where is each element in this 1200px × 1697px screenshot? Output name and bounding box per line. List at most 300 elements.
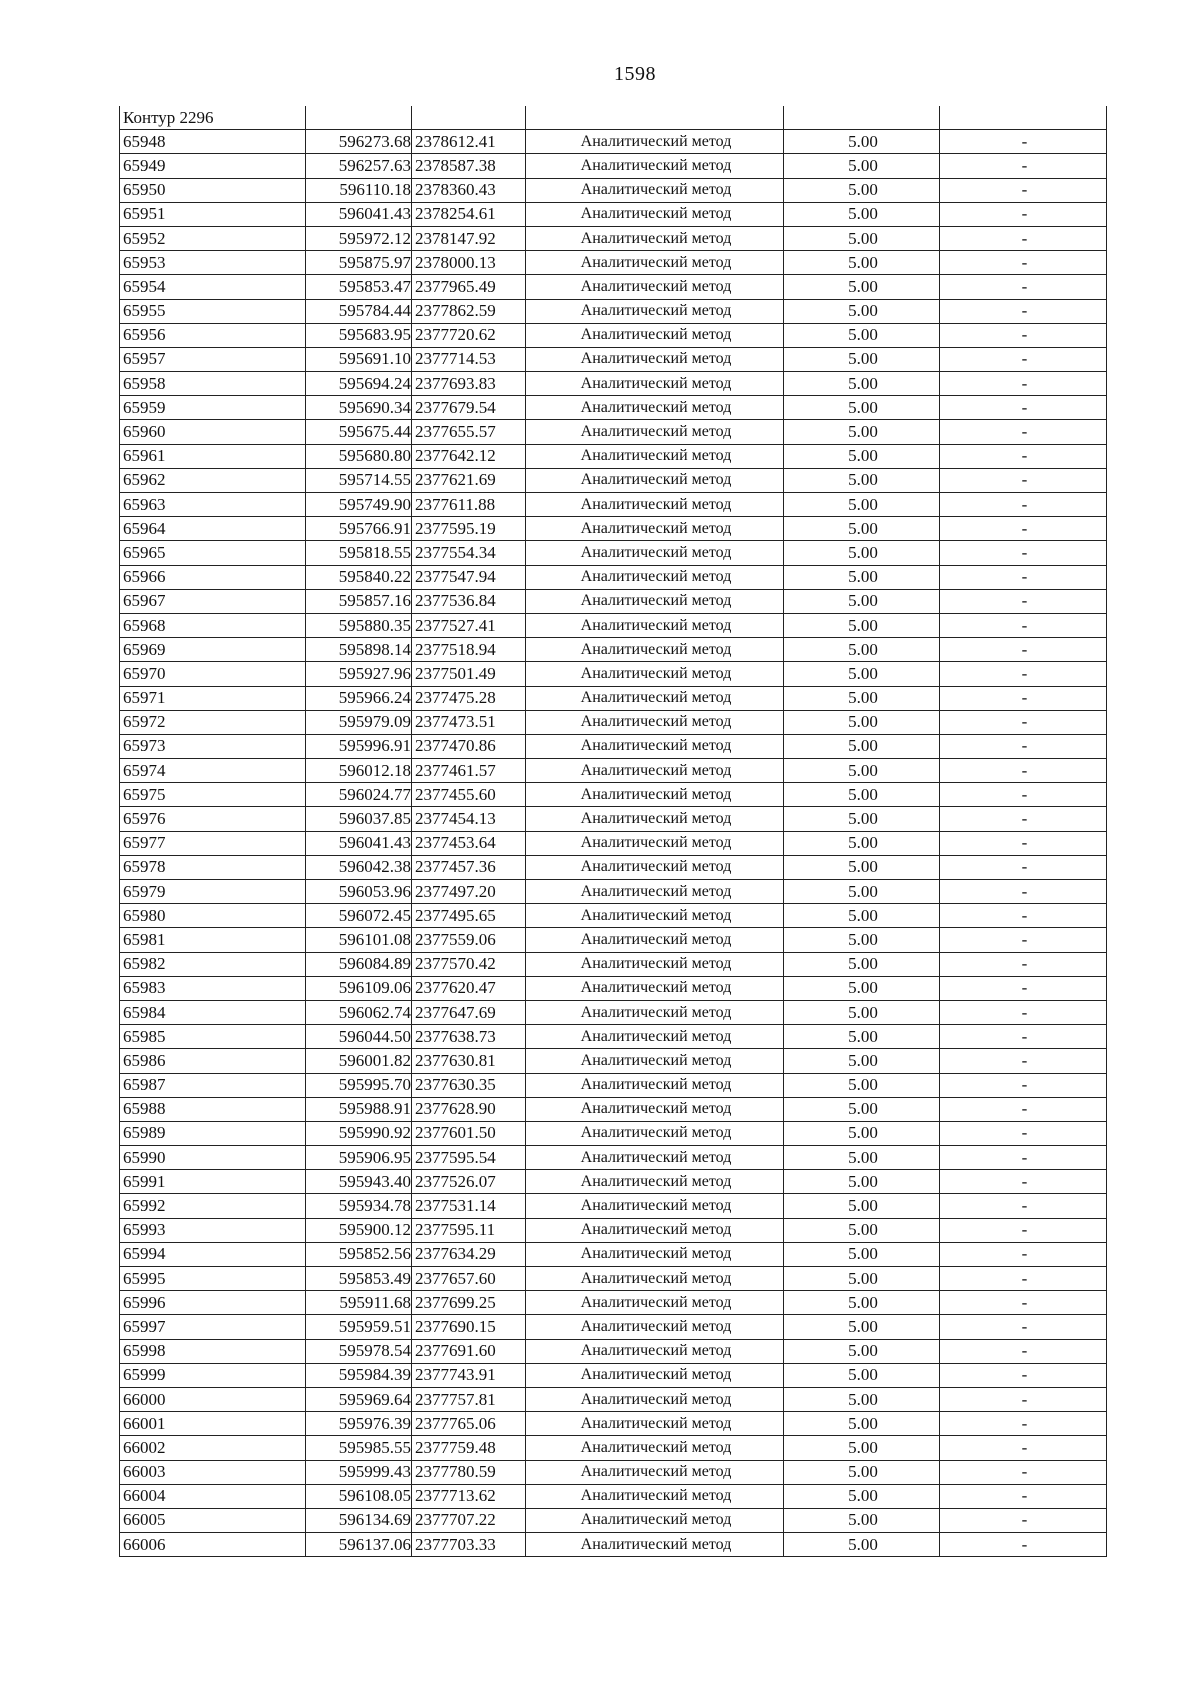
x-coordinate-cell: 595852.56 xyxy=(306,1242,412,1266)
x-coordinate-cell: 595853.49 xyxy=(306,1267,412,1291)
method-cell: Аналитический метод xyxy=(526,613,784,637)
y-coordinate-cell: 2377595.19 xyxy=(412,517,526,541)
precision-cell: 5.00 xyxy=(784,1170,940,1194)
method-cell: Аналитический метод xyxy=(526,565,784,589)
point-number-cell: 66005 xyxy=(120,1508,306,1532)
point-number-cell: 65988 xyxy=(120,1097,306,1121)
point-number-cell: 65955 xyxy=(120,299,306,323)
table-row xyxy=(120,517,1107,541)
point-number-cell: 65954 xyxy=(120,275,306,299)
method-cell: Аналитический метод xyxy=(526,1533,784,1557)
point-number-cell: 65981 xyxy=(120,928,306,952)
precision-cell: 5.00 xyxy=(784,1194,940,1218)
y-coordinate-cell: 2377657.60 xyxy=(412,1267,526,1291)
point-number-cell: 66006 xyxy=(120,1533,306,1557)
note-cell: - xyxy=(940,976,1107,1000)
table-row xyxy=(120,710,1107,734)
point-number-cell: 65950 xyxy=(120,178,306,202)
table-row xyxy=(120,686,1107,710)
y-coordinate-cell: 2377679.54 xyxy=(412,396,526,420)
point-number-cell: 65998 xyxy=(120,1339,306,1363)
note-cell: - xyxy=(940,1025,1107,1049)
method-cell: Аналитический метод xyxy=(526,734,784,758)
method-cell: Аналитический метод xyxy=(526,1267,784,1291)
method-cell: Аналитический метод xyxy=(526,1000,784,1024)
point-number-cell: 65990 xyxy=(120,1146,306,1170)
x-coordinate-cell: 595680.80 xyxy=(306,444,412,468)
y-coordinate-cell: 2377634.29 xyxy=(412,1242,526,1266)
note-cell: - xyxy=(940,202,1107,226)
y-coordinate-cell: 2377455.60 xyxy=(412,783,526,807)
point-number-cell: 65965 xyxy=(120,541,306,565)
point-number-cell: 65983 xyxy=(120,976,306,1000)
method-cell: Аналитический метод xyxy=(526,444,784,468)
point-number-cell: 65949 xyxy=(120,154,306,178)
table-row xyxy=(120,1242,1107,1266)
contour-label: Контур 2296 xyxy=(120,106,306,130)
method-cell: Аналитический метод xyxy=(526,1460,784,1484)
table-row xyxy=(120,420,1107,444)
precision-cell: 5.00 xyxy=(784,1508,940,1532)
y-coordinate-cell: 2377765.06 xyxy=(412,1412,526,1436)
note-cell: - xyxy=(940,807,1107,831)
y-coordinate-cell: 2377655.57 xyxy=(412,420,526,444)
table-row xyxy=(120,589,1107,613)
point-number-cell: 65971 xyxy=(120,686,306,710)
x-coordinate-cell: 595900.12 xyxy=(306,1218,412,1242)
y-coordinate-cell: 2377628.90 xyxy=(412,1097,526,1121)
x-coordinate-cell: 595999.43 xyxy=(306,1460,412,1484)
note-cell: - xyxy=(940,1508,1107,1532)
table-row xyxy=(120,662,1107,686)
x-coordinate-cell: 595857.16 xyxy=(306,589,412,613)
table-row xyxy=(120,1267,1107,1291)
x-coordinate-cell: 595979.09 xyxy=(306,710,412,734)
x-coordinate-cell: 595880.35 xyxy=(306,613,412,637)
point-number-cell: 65958 xyxy=(120,372,306,396)
precision-cell: 5.00 xyxy=(784,759,940,783)
y-coordinate-cell: 2377630.35 xyxy=(412,1073,526,1097)
point-number-cell: 65968 xyxy=(120,613,306,637)
method-cell: Аналитический метод xyxy=(526,154,784,178)
table-row xyxy=(120,1097,1107,1121)
x-coordinate-cell: 596024.77 xyxy=(306,783,412,807)
note-cell: - xyxy=(940,1339,1107,1363)
method-cell: Аналитический метод xyxy=(526,396,784,420)
point-number-cell: 65953 xyxy=(120,251,306,275)
x-coordinate-cell: 595749.90 xyxy=(306,493,412,517)
x-coordinate-cell: 596257.63 xyxy=(306,154,412,178)
table-row xyxy=(120,178,1107,202)
table-row xyxy=(120,347,1107,371)
table-row xyxy=(120,613,1107,637)
point-number-cell: 65995 xyxy=(120,1267,306,1291)
note-cell: - xyxy=(940,1412,1107,1436)
y-coordinate-cell: 2377642.12 xyxy=(412,444,526,468)
note-cell: - xyxy=(940,1315,1107,1339)
method-cell: Аналитический метод xyxy=(526,493,784,517)
note-cell: - xyxy=(940,541,1107,565)
table-row xyxy=(120,541,1107,565)
note-cell: - xyxy=(940,1387,1107,1411)
note-cell: - xyxy=(940,1194,1107,1218)
x-coordinate-cell: 595934.78 xyxy=(306,1194,412,1218)
precision-cell: 5.00 xyxy=(784,638,940,662)
note-cell: - xyxy=(940,855,1107,879)
note-cell: - xyxy=(940,130,1107,154)
note-cell: - xyxy=(940,613,1107,637)
precision-cell: 5.00 xyxy=(784,154,940,178)
method-cell: Аналитический метод xyxy=(526,783,784,807)
method-cell: Аналитический метод xyxy=(526,347,784,371)
method-cell: Аналитический метод xyxy=(526,1508,784,1532)
y-coordinate-cell: 2377554.34 xyxy=(412,541,526,565)
x-coordinate-cell: 595690.34 xyxy=(306,396,412,420)
table-row xyxy=(120,130,1107,154)
precision-cell: 5.00 xyxy=(784,1460,940,1484)
method-cell: Аналитический метод xyxy=(526,1073,784,1097)
point-number-cell: 65979 xyxy=(120,880,306,904)
precision-cell: 5.00 xyxy=(784,468,940,492)
method-cell: Аналитический метод xyxy=(526,928,784,952)
y-coordinate-cell: 2377691.60 xyxy=(412,1339,526,1363)
x-coordinate-cell: 595898.14 xyxy=(306,638,412,662)
y-coordinate-cell: 2377743.91 xyxy=(412,1363,526,1387)
y-coordinate-cell: 2377454.13 xyxy=(412,807,526,831)
point-number-cell: 65974 xyxy=(120,759,306,783)
table-row xyxy=(120,565,1107,589)
method-cell: Аналитический метод xyxy=(526,1170,784,1194)
x-coordinate-cell: 595996.91 xyxy=(306,734,412,758)
y-coordinate-cell: 2377547.94 xyxy=(412,565,526,589)
precision-cell: 5.00 xyxy=(784,1000,940,1024)
table-row xyxy=(120,1073,1107,1097)
note-cell: - xyxy=(940,1121,1107,1145)
x-coordinate-cell: 596062.74 xyxy=(306,1000,412,1024)
table-row xyxy=(120,1339,1107,1363)
precision-cell: 5.00 xyxy=(784,1073,940,1097)
table-row xyxy=(120,275,1107,299)
method-cell: Аналитический метод xyxy=(526,710,784,734)
point-number-cell: 65972 xyxy=(120,710,306,734)
x-coordinate-cell: 595985.55 xyxy=(306,1436,412,1460)
method-cell: Аналитический метод xyxy=(526,202,784,226)
precision-cell: 5.00 xyxy=(784,710,940,734)
x-coordinate-cell: 595694.24 xyxy=(306,372,412,396)
note-cell: - xyxy=(940,468,1107,492)
y-coordinate-cell: 2377647.69 xyxy=(412,1000,526,1024)
x-coordinate-cell: 596072.45 xyxy=(306,904,412,928)
y-coordinate-cell: 2377453.64 xyxy=(412,831,526,855)
contour-header-row xyxy=(120,106,1107,130)
x-coordinate-cell: 595818.55 xyxy=(306,541,412,565)
table-row xyxy=(120,976,1107,1000)
y-coordinate-cell: 2377559.06 xyxy=(412,928,526,952)
header-empty-cell xyxy=(306,106,412,130)
table-row xyxy=(120,1484,1107,1508)
precision-cell: 5.00 xyxy=(784,1533,940,1557)
page-number: 1598 xyxy=(614,63,656,85)
precision-cell: 5.00 xyxy=(784,275,940,299)
y-coordinate-cell: 2377470.86 xyxy=(412,734,526,758)
point-number-cell: 65973 xyxy=(120,734,306,758)
x-coordinate-cell: 595853.47 xyxy=(306,275,412,299)
x-coordinate-cell: 595972.12 xyxy=(306,226,412,250)
y-coordinate-cell: 2377495.65 xyxy=(412,904,526,928)
precision-cell: 5.00 xyxy=(784,541,940,565)
y-coordinate-cell: 2378254.61 xyxy=(412,202,526,226)
x-coordinate-cell: 596044.50 xyxy=(306,1025,412,1049)
note-cell: - xyxy=(940,589,1107,613)
method-cell: Аналитический метод xyxy=(526,807,784,831)
precision-cell: 5.00 xyxy=(784,662,940,686)
y-coordinate-cell: 2377620.47 xyxy=(412,976,526,1000)
y-coordinate-cell: 2377720.62 xyxy=(412,323,526,347)
note-cell: - xyxy=(940,783,1107,807)
x-coordinate-cell: 595995.70 xyxy=(306,1073,412,1097)
x-coordinate-cell: 595714.55 xyxy=(306,468,412,492)
point-number-cell: 65957 xyxy=(120,347,306,371)
method-cell: Аналитический метод xyxy=(526,178,784,202)
point-number-cell: 65969 xyxy=(120,638,306,662)
x-coordinate-cell: 595990.92 xyxy=(306,1121,412,1145)
precision-cell: 5.00 xyxy=(784,734,940,758)
precision-cell: 5.00 xyxy=(784,904,940,928)
note-cell: - xyxy=(940,347,1107,371)
point-number-cell: 65994 xyxy=(120,1242,306,1266)
y-coordinate-cell: 2378147.92 xyxy=(412,226,526,250)
precision-cell: 5.00 xyxy=(784,952,940,976)
note-cell: - xyxy=(940,1242,1107,1266)
x-coordinate-cell: 595969.64 xyxy=(306,1387,412,1411)
method-cell: Аналитический метод xyxy=(526,855,784,879)
point-number-cell: 65980 xyxy=(120,904,306,928)
note-cell: - xyxy=(940,1000,1107,1024)
y-coordinate-cell: 2377759.48 xyxy=(412,1436,526,1460)
precision-cell: 5.00 xyxy=(784,1315,940,1339)
x-coordinate-cell: 595943.40 xyxy=(306,1170,412,1194)
y-coordinate-cell: 2377536.84 xyxy=(412,589,526,613)
table-row xyxy=(120,251,1107,275)
x-coordinate-cell: 595959.51 xyxy=(306,1315,412,1339)
method-cell: Аналитический метод xyxy=(526,952,784,976)
precision-cell: 5.00 xyxy=(784,1097,940,1121)
precision-cell: 5.00 xyxy=(784,1049,940,1073)
table-row xyxy=(120,831,1107,855)
method-cell: Аналитический метод xyxy=(526,831,784,855)
y-coordinate-cell: 2377780.59 xyxy=(412,1460,526,1484)
note-cell: - xyxy=(940,1170,1107,1194)
method-cell: Аналитический метод xyxy=(526,1146,784,1170)
y-coordinate-cell: 2377601.50 xyxy=(412,1121,526,1145)
method-cell: Аналитический метод xyxy=(526,1049,784,1073)
table-row xyxy=(120,952,1107,976)
point-number-cell: 65951 xyxy=(120,202,306,226)
point-number-cell: 65952 xyxy=(120,226,306,250)
note-cell: - xyxy=(940,396,1107,420)
method-cell: Аналитический метод xyxy=(526,638,784,662)
point-number-cell: 65991 xyxy=(120,1170,306,1194)
y-coordinate-cell: 2377699.25 xyxy=(412,1291,526,1315)
method-cell: Аналитический метод xyxy=(526,275,784,299)
y-coordinate-cell: 2377690.15 xyxy=(412,1315,526,1339)
note-cell: - xyxy=(940,178,1107,202)
method-cell: Аналитический метод xyxy=(526,517,784,541)
method-cell: Аналитический метод xyxy=(526,1291,784,1315)
precision-cell: 5.00 xyxy=(784,1025,940,1049)
point-number-cell: 65962 xyxy=(120,468,306,492)
note-cell: - xyxy=(940,372,1107,396)
point-number-cell: 65948 xyxy=(120,130,306,154)
note-cell: - xyxy=(940,299,1107,323)
table-row xyxy=(120,1363,1107,1387)
precision-cell: 5.00 xyxy=(784,807,940,831)
point-number-cell: 65961 xyxy=(120,444,306,468)
method-cell: Аналитический метод xyxy=(526,299,784,323)
precision-cell: 5.00 xyxy=(784,396,940,420)
y-coordinate-cell: 2377630.81 xyxy=(412,1049,526,1073)
note-cell: - xyxy=(940,880,1107,904)
x-coordinate-cell: 595691.10 xyxy=(306,347,412,371)
note-cell: - xyxy=(940,759,1107,783)
precision-cell: 5.00 xyxy=(784,928,940,952)
table-row xyxy=(120,1508,1107,1532)
table-row xyxy=(120,759,1107,783)
point-number-cell: 66002 xyxy=(120,1436,306,1460)
precision-cell: 5.00 xyxy=(784,1242,940,1266)
point-number-cell: 66003 xyxy=(120,1460,306,1484)
x-coordinate-cell: 596134.69 xyxy=(306,1508,412,1532)
x-coordinate-cell: 596053.96 xyxy=(306,880,412,904)
method-cell: Аналитический метод xyxy=(526,1484,784,1508)
x-coordinate-cell: 595766.91 xyxy=(306,517,412,541)
table-row xyxy=(120,1412,1107,1436)
precision-cell: 5.00 xyxy=(784,1484,940,1508)
table-row xyxy=(120,202,1107,226)
x-coordinate-cell: 595784.44 xyxy=(306,299,412,323)
x-coordinate-cell: 595984.39 xyxy=(306,1363,412,1387)
y-coordinate-cell: 2377693.83 xyxy=(412,372,526,396)
point-number-cell: 65960 xyxy=(120,420,306,444)
precision-cell: 5.00 xyxy=(784,202,940,226)
x-coordinate-cell: 596109.06 xyxy=(306,976,412,1000)
x-coordinate-cell: 595966.24 xyxy=(306,686,412,710)
precision-cell: 5.00 xyxy=(784,323,940,347)
point-number-cell: 65956 xyxy=(120,323,306,347)
y-coordinate-cell: 2377501.49 xyxy=(412,662,526,686)
note-cell: - xyxy=(940,1267,1107,1291)
table-row xyxy=(120,468,1107,492)
x-coordinate-cell: 596084.89 xyxy=(306,952,412,976)
precision-cell: 5.00 xyxy=(784,855,940,879)
point-number-cell: 65993 xyxy=(120,1218,306,1242)
y-coordinate-cell: 2377965.49 xyxy=(412,275,526,299)
note-cell: - xyxy=(940,1436,1107,1460)
note-cell: - xyxy=(940,1484,1107,1508)
precision-cell: 5.00 xyxy=(784,880,940,904)
precision-cell: 5.00 xyxy=(784,493,940,517)
note-cell: - xyxy=(940,493,1107,517)
y-coordinate-cell: 2377862.59 xyxy=(412,299,526,323)
header-empty-cell xyxy=(940,106,1107,130)
header-empty-cell xyxy=(526,106,784,130)
table-row xyxy=(120,323,1107,347)
table-row xyxy=(120,783,1107,807)
x-coordinate-cell: 596001.82 xyxy=(306,1049,412,1073)
method-cell: Аналитический метод xyxy=(526,686,784,710)
x-coordinate-cell: 595875.97 xyxy=(306,251,412,275)
table-row xyxy=(120,1025,1107,1049)
y-coordinate-cell: 2377757.81 xyxy=(412,1387,526,1411)
method-cell: Аналитический метод xyxy=(526,468,784,492)
precision-cell: 5.00 xyxy=(784,976,940,1000)
note-cell: - xyxy=(940,323,1107,347)
table-row xyxy=(120,1146,1107,1170)
y-coordinate-cell: 2377518.94 xyxy=(412,638,526,662)
point-number-cell: 66000 xyxy=(120,1387,306,1411)
method-cell: Аналитический метод xyxy=(526,904,784,928)
note-cell: - xyxy=(940,831,1107,855)
y-coordinate-cell: 2377595.54 xyxy=(412,1146,526,1170)
x-coordinate-cell: 595988.91 xyxy=(306,1097,412,1121)
note-cell: - xyxy=(940,662,1107,686)
method-cell: Аналитический метод xyxy=(526,130,784,154)
y-coordinate-cell: 2377531.14 xyxy=(412,1194,526,1218)
header-empty-cell xyxy=(784,106,940,130)
point-number-cell: 66004 xyxy=(120,1484,306,1508)
precision-cell: 5.00 xyxy=(784,1436,940,1460)
point-number-cell: 65978 xyxy=(120,855,306,879)
table-row xyxy=(120,299,1107,323)
table-row xyxy=(120,638,1107,662)
note-cell: - xyxy=(940,1363,1107,1387)
note-cell: - xyxy=(940,275,1107,299)
x-coordinate-cell: 595976.39 xyxy=(306,1412,412,1436)
y-coordinate-cell: 2377621.69 xyxy=(412,468,526,492)
precision-cell: 5.00 xyxy=(784,130,940,154)
point-number-cell: 66001 xyxy=(120,1412,306,1436)
table-row xyxy=(120,1218,1107,1242)
x-coordinate-cell: 595675.44 xyxy=(306,420,412,444)
note-cell: - xyxy=(940,444,1107,468)
x-coordinate-cell: 596012.18 xyxy=(306,759,412,783)
point-number-cell: 65997 xyxy=(120,1315,306,1339)
method-cell: Аналитический метод xyxy=(526,1412,784,1436)
point-number-cell: 65975 xyxy=(120,783,306,807)
table-row xyxy=(120,493,1107,517)
point-number-cell: 65985 xyxy=(120,1025,306,1049)
y-coordinate-cell: 2377475.28 xyxy=(412,686,526,710)
precision-cell: 5.00 xyxy=(784,1267,940,1291)
table-row xyxy=(120,154,1107,178)
point-number-cell: 65966 xyxy=(120,565,306,589)
precision-cell: 5.00 xyxy=(784,1291,940,1315)
method-cell: Аналитический метод xyxy=(526,1218,784,1242)
precision-cell: 5.00 xyxy=(784,1121,940,1145)
method-cell: Аналитический метод xyxy=(526,541,784,565)
table-row xyxy=(120,1291,1107,1315)
note-cell: - xyxy=(940,154,1107,178)
y-coordinate-cell: 2377461.57 xyxy=(412,759,526,783)
x-coordinate-cell: 596041.43 xyxy=(306,831,412,855)
precision-cell: 5.00 xyxy=(784,686,940,710)
precision-cell: 5.00 xyxy=(784,444,940,468)
method-cell: Аналитический метод xyxy=(526,976,784,1000)
note-cell: - xyxy=(940,1460,1107,1484)
table-row xyxy=(120,880,1107,904)
y-coordinate-cell: 2377595.11 xyxy=(412,1218,526,1242)
note-cell: - xyxy=(940,1146,1107,1170)
